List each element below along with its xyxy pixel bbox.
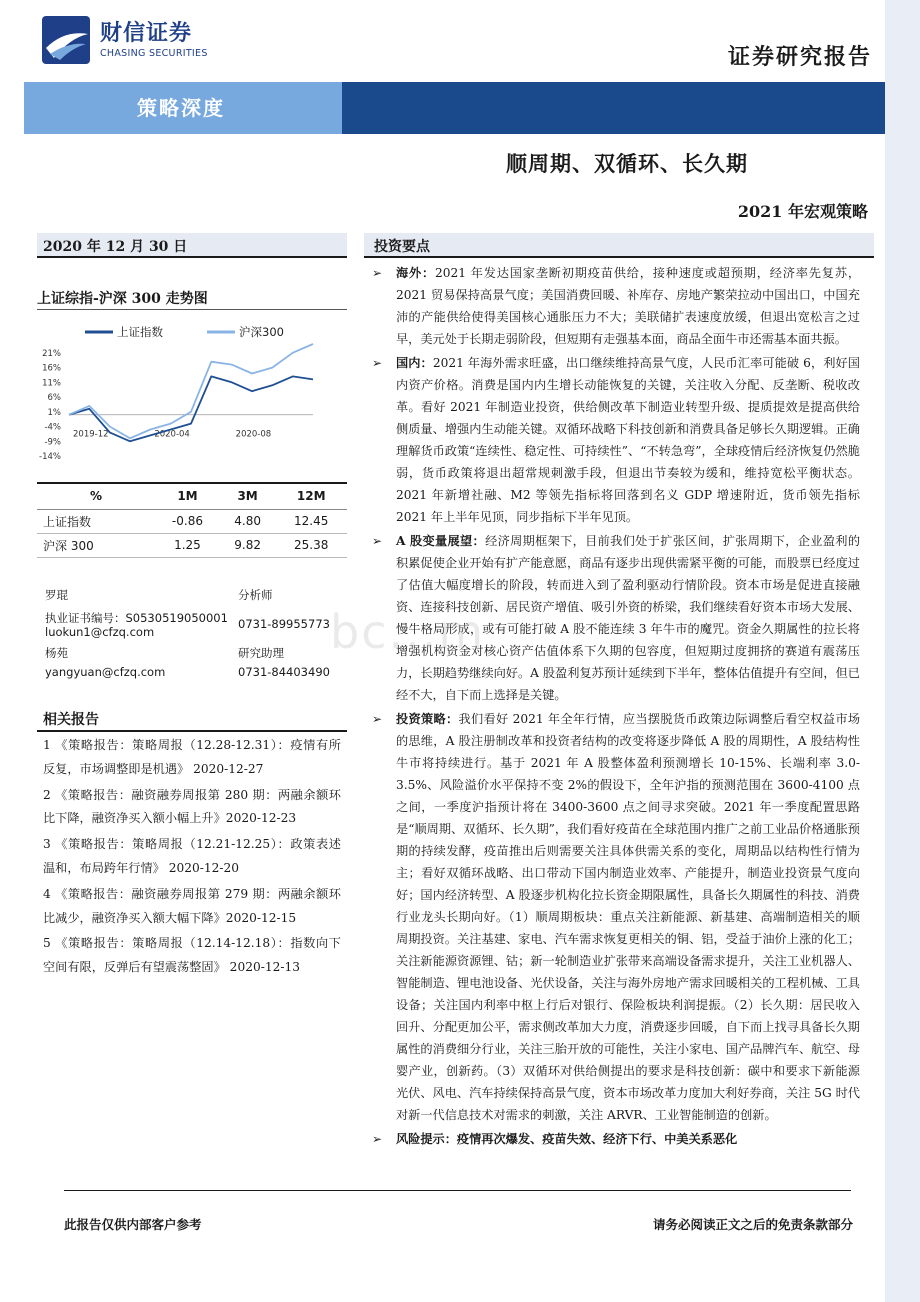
analyst-name: 罗琨 [45, 588, 68, 602]
table-cell: 1.25 [155, 533, 220, 557]
table-cell: 12.45 [275, 509, 347, 533]
list-item[interactable]: 1 《策略报告：策略周报（12.28-12.31）：疫情有所反复，市场调整即是机遇》 2020-12-27 [43, 738, 341, 776]
table-row [37, 533, 347, 557]
report-date: 2020 年 12 月 30 日 [43, 239, 188, 255]
bullet-key: 海外： [396, 266, 436, 280]
x-tick-label: 2019-12 [73, 429, 109, 440]
y-tick-label: -9% [44, 437, 61, 448]
x-tick-label: 2020-04 [154, 429, 190, 440]
y-tick-label: 11% [42, 378, 61, 389]
table-header: 3M [220, 483, 276, 509]
table-header-row [37, 483, 347, 509]
chart-title: 上证综指-沪深 300 走势图 [37, 291, 208, 307]
analyst-email[interactable]: luokun1@cfzq.com [45, 625, 155, 639]
table-header: % [37, 483, 155, 509]
arrow-bullet-icon: ➢ [372, 266, 383, 280]
banner-label: 策略深度 [137, 96, 225, 120]
assistant-name: 杨苑 [45, 646, 68, 660]
assistant-email[interactable]: yangyuan@cfzq.com [45, 665, 166, 679]
y-tick-label: 1% [47, 407, 61, 418]
key-point-strategy [370, 708, 860, 1126]
assistant-role: 研究助理 [238, 646, 284, 660]
analyst-role: 分析师 [238, 588, 273, 602]
key-point-domestic [370, 352, 860, 528]
related-reports-title: 相关报告 [43, 712, 99, 728]
bullet-text: 我们看好 2021 年全年行情，应当摆脱货币政策边际调整后看空权益市场的思维，A 股注册制改革和投资者结构的改变将逐步降低 A 股的周期性，A 股结构性牛市将持续进行。基于 2021 年 A 股整体盈利预测增长 10-15%、长端利率 3.0-3.5%、风险溢价水平保持不变 2%的假设下，全年沪指的预测范围在 3600-4100 点之间，一季度沪指预计将在 3400-3600 点之间寻求突破。2021 年一季度配置思路是“顺周期、双循环、长久期”，我们看好疫苗在全球范围内推广之前工业品价格通胀预期的持续发酵，疫苗推出后则需要关注具体供需关系的变化，周期品以结构性行情为主；看好双循环战略、出口带动下国内制造业效率、产能提升，制造业投资景气度向好；国内经济转型、A 股逐步机构化拉长资金期限属性，具备长久期属性的科技、消费行业龙头长期向好。（1）顺周期板块：重点关注新能源、新基建、高端制造相关的顺周期投资。关注基建、家电、汽车需求恢复更相关的铜、铝，受益于油价上涨的化工；关注新能源资源锂、钴；新一轮制造业扩张带来高端设备需求提升，关注工业机器人、智能制造、锂电池设备、光伏设备，关注与海外房地产需求回暖相关的工程机械、工具设备；关注国内利率中枢上行后对银行、保险板块利润提振。（2）长久期：居民收入回升、分配更加公平，需求侧改革加大力度，消费逐步回暖，自下而上找寻具备长久期属性的消费细分行业，关注三胎开放的可能性，关注小家电、国产品牌汽车、航空、母婴产业，创新药。（3）双循环对供给侧提出的要求是科技创新：碳中和要求下新能源光伏、风电、汽车持续保持高景气度，资本市场改革力度加大利好券商，关注 5G 时代对新一代信息技术对需求的刺激，关注 ARVR、工业智能制造的创新。 [396, 712, 861, 1122]
list-item[interactable]: 5 《策略报告：策略周报（12.14-12.18）：指数向下空间有限，反弹后有望震荡整固》 2020-12-13 [43, 936, 341, 975]
footer-rule [64, 1190, 851, 1191]
list-item[interactable]: 2 《策略报告：融资融券周报第 280 期：两融余额环比下降，融资净买入额小幅上升》2020-12-23 [43, 787, 341, 826]
watermark: bc...m [330, 605, 486, 659]
assistant-phone: 0731-84403490 [238, 665, 330, 679]
y-tick-label: 6% [47, 393, 61, 404]
table-cell: 25.38 [275, 533, 347, 557]
bullet-key: 投资策略： [396, 712, 459, 726]
analyst-cert: 执业证书编号：S0530519050001 [45, 611, 228, 625]
bullet-text: 经济周期框架下，目前我们处于扩张区间，扩张周期下，企业盈利的积累促使企业开始有扩产能意愿，商品有逐步出现供需紧平衡的可能，而股票已经度过了估值大幅度增长的阶段，转而进入到了盈利驱动行情阶段。资本市场是促进直接融资、连接科技创新、居民资产增值、吸引外资的桥梁，我们继续看好资本市场大发展、慢牛格局形成，或有可能打破 A 股不能连续 3 年牛市的魔咒。资金久期属性的拉长将增强机构资金对核心资产估值体系下久期的包容度，但短期过度拥挤的赛道有震荡压力，长期趋势继续向好。A 股盈利复苏预计延续到下半年，整体估值提升有空间，但已经不大，自下而上选择是关键。 [396, 534, 861, 702]
report-title: 顺周期、双循环、长久期 [506, 151, 748, 176]
y-tick-label: -14% [39, 452, 61, 462]
key-point-overseas [370, 262, 860, 350]
footer-right: 请务必阅读正文之后的免责条款部分 [652, 1217, 853, 1232]
arrow-bullet-icon: ➢ [372, 1132, 383, 1146]
table-row [37, 509, 347, 533]
x-tick-label: 2020-08 [235, 429, 272, 440]
arrow-bullet-icon: ➢ [372, 356, 383, 370]
footer-left: 此报告仅供内部客户参考 [64, 1217, 202, 1232]
key-points-list [370, 262, 860, 1152]
legend-label: 上证指数 [117, 325, 163, 339]
performance-table [37, 482, 347, 558]
bullet-key: 国内： [396, 356, 433, 370]
bullet-key: 风险提示：疫情再次爆发、疫苗失效、经济下行、中美关系恶化 [396, 1132, 738, 1146]
right-margin-strip [885, 0, 920, 1302]
table-cell: 上证指数 [37, 509, 155, 533]
arrow-bullet-icon: ➢ [372, 534, 383, 548]
table-cell: 沪深 300 [37, 533, 155, 557]
logo-en-text: CHASING SECURITIES [100, 48, 208, 59]
bullet-key: A 股变量展望： [396, 534, 486, 548]
table-header: 1M [155, 483, 220, 509]
table-cell: 4.80 [220, 509, 276, 533]
related-rule [37, 730, 347, 732]
table-header: 12M [275, 483, 347, 509]
list-item[interactable]: 4 《策略报告：融资融券周报第 279 期：两融余额环比减少，融资净买入额大幅下降》2020-12-15 [43, 886, 341, 925]
chart-rule [37, 309, 347, 310]
related-reports-list [43, 734, 341, 982]
report-subtitle: 2021 年宏观策略 [737, 202, 868, 221]
analyst-phone: 0731-89955773 [238, 617, 330, 631]
y-tick-label: 21% [42, 348, 61, 359]
table-cell: -0.86 [155, 509, 220, 533]
key-points-header [364, 233, 874, 258]
bullet-text: 2021 年海外需求旺盛，出口继续维持高景气度，人民币汇率可能破 6，利好国内资产价格。消费是国内内生增长动能恢复的关键，关注收入分配、反垄断、税收改革。看好 2021 年制造业投资，供给侧改革下制造业转型升级、提质提效是提高供给侧质量、增强内生动能关键。双循环战略下科技创新和消费具备足够长久期逻辑。正确理解货币政策“连续性、稳定性、可持续性”、“不转急弯”，全球疫情后经济恢复仍然脆弱，货币政策将退出超常规刺激手段，但退出节奏较为缓和，维持宽松平衡状态。2021 年新增社融、M2 等领先指标将回落到名义 GDP 增速附近，货币领先指标 2021 年上半年见顶，同步指标下半年见顶。 [396, 356, 860, 524]
key-points-title: 投资要点 [374, 239, 430, 255]
y-tick-label: -4% [44, 422, 61, 433]
report-type: 证券研究报告 [727, 44, 872, 70]
list-item[interactable]: 3 《策略报告：策略周报（12.21-12.25）：政策表述温和，布局跨年行情》 2020-12-20 [43, 837, 341, 875]
key-point-risk [370, 1128, 860, 1150]
trend-chart [37, 318, 317, 468]
logo-cn-text: 财信证券 [100, 21, 193, 46]
company-logo [40, 14, 220, 66]
table-cell: 9.82 [220, 533, 276, 557]
date-box [37, 233, 347, 258]
banner-dark [342, 82, 885, 134]
legend-label: 沪深300 [239, 325, 284, 339]
logo-mark-icon [40, 14, 92, 66]
y-tick-label: 16% [42, 363, 61, 374]
bullet-text: 2021 年发达国家垄断初期疫苗供给，接种速度或超预期，经济率先复苏，2021 贸易保持高景气度；美国消费回暖、补库存、房地产繁荣拉动中国出口，中国充沛的产能供给使得美国核心通胀压力不大；美联储扩表速度放缓，但退出宽松言之过早，美元处于长期走弱阶段，但短期有走强基本面，商品全面牛市还需基本面共振。 [396, 266, 861, 346]
arrow-bullet-icon: ➢ [372, 712, 383, 726]
